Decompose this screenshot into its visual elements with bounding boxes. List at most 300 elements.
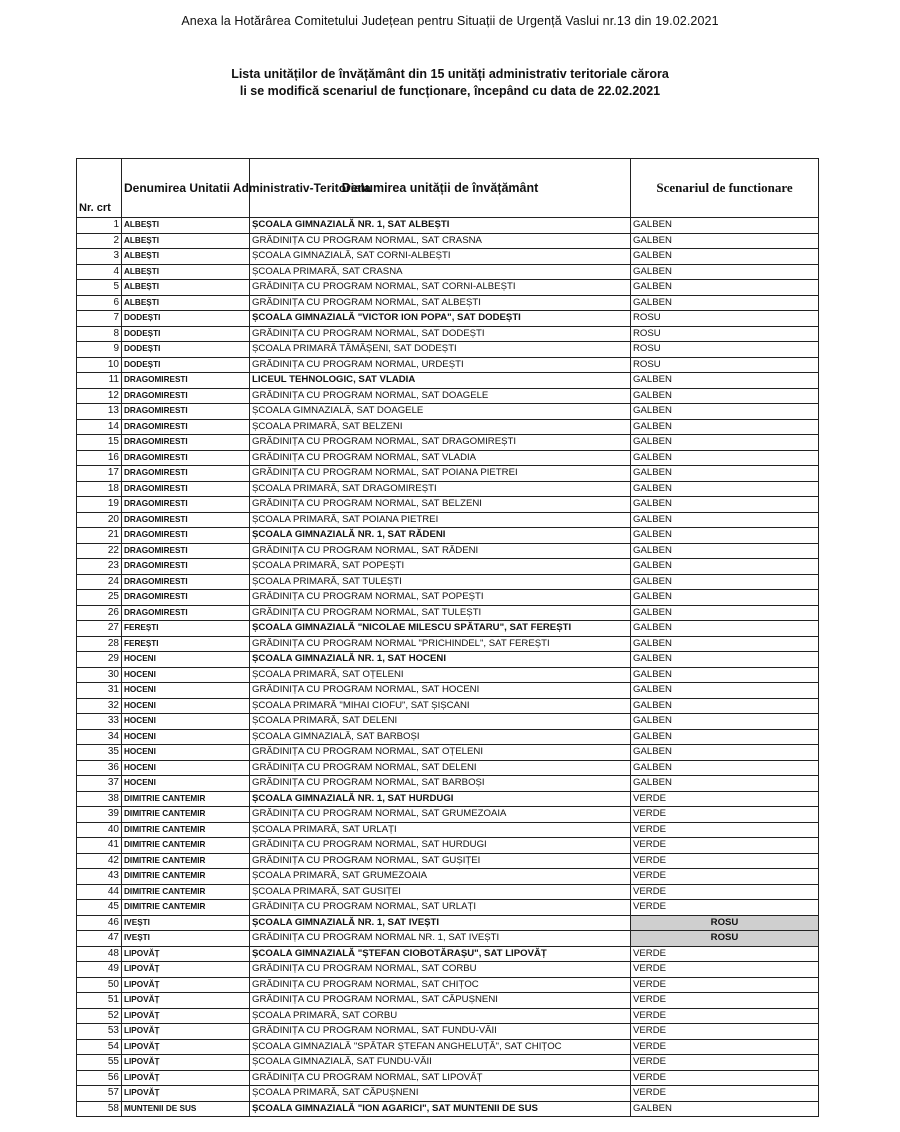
school-name: GRĂDINIȚA CU PROGRAM NORMAL, SAT BELZENI [250,497,631,513]
table-row [77,807,819,823]
scenario-value: GALBEN [631,218,819,234]
uat-name: DRAGOMIRESTI [122,512,250,528]
table-row [77,946,819,962]
scenario-value: GALBEN [631,466,819,482]
table-row [77,900,819,916]
uat-name: DIMITRIE CANTEMIR [122,869,250,885]
school-name: ȘCOALA GIMNAZIALĂ "SPĂTAR ȘTEFAN ANGHELUȚĂ", SAT CHIȚOC [250,1039,631,1055]
scenario-value: VERDE [631,807,819,823]
scenario-value: VERDE [631,791,819,807]
uat-name: HOCENI [122,776,250,792]
row-number: 31 [77,683,122,699]
table-row [77,590,819,606]
scenario-value: ROSU [631,342,819,358]
scenario-value: GALBEN [631,559,819,575]
table-row [77,419,819,435]
row-number: 51 [77,993,122,1009]
uat-name: DRAGOMIRESTI [122,373,250,389]
school-name: ȘCOALA PRIMARĂ, SAT TULEȘTI [250,574,631,590]
school-name: GRĂDINIȚA CU PROGRAM NORMAL, SAT DOAGELE [250,388,631,404]
uat-name: DIMITRIE CANTEMIR [122,900,250,916]
table-row [77,636,819,652]
row-number: 53 [77,1024,122,1040]
school-name: GRĂDINIȚA CU PROGRAM NORMAL, SAT FUNDU-VĂII [250,1024,631,1040]
scenario-value: GALBEN [631,574,819,590]
scenario-value: GALBEN [631,667,819,683]
table-row [77,497,819,513]
row-number: 5 [77,280,122,296]
row-number: 10 [77,357,122,373]
uat-name: DIMITRIE CANTEMIR [122,807,250,823]
scenario-value: VERDE [631,1008,819,1024]
uat-name: DODEȘTI [122,311,250,327]
scenario-value: GALBEN [631,497,819,513]
uat-name: LIPOVĂȚ [122,993,250,1009]
school-name: ȘCOALA GIMNAZIALĂ NR. 1, SAT HURDUGI [250,791,631,807]
table-row [77,326,819,342]
column-header-scenario: Scenariul de functionare [631,159,819,218]
row-number: 41 [77,838,122,854]
row-number: 43 [77,869,122,885]
scenario-value: VERDE [631,962,819,978]
school-name: ȘCOALA GIMNAZIALĂ NR. 1, SAT RĂDENI [250,528,631,544]
scenario-value: GALBEN [631,605,819,621]
scenario-value: GALBEN [631,419,819,435]
scenario-value: GALBEN [631,543,819,559]
table-row [77,311,819,327]
scenario-value: GALBEN [631,698,819,714]
table-row [77,698,819,714]
uat-name: IVEȘTI [122,915,250,931]
uat-name: ALBEȘTI [122,295,250,311]
table-row [77,791,819,807]
scenario-value: VERDE [631,1055,819,1071]
table-row [77,357,819,373]
column-header-uat: Denumirea Unitatii Administrativ-Teritoriala [122,159,250,218]
uat-name: DODEȘTI [122,342,250,358]
scenario-value: VERDE [631,977,819,993]
row-number: 18 [77,481,122,497]
uat-name: LIPOVĂȚ [122,1055,250,1071]
school-name: ȘCOALA GIMNAZIALĂ NR. 1, SAT IVEȘTI [250,915,631,931]
school-name: GRĂDINIȚA CU PROGRAM NORMAL, SAT HOCENI [250,683,631,699]
row-number: 32 [77,698,122,714]
scenario-value: GALBEN [631,295,819,311]
row-number: 40 [77,822,122,838]
uat-name: ALBEȘTI [122,233,250,249]
uat-name: LIPOVĂȚ [122,1008,250,1024]
uat-name: DRAGOMIRESTI [122,450,250,466]
uat-name: DODEȘTI [122,357,250,373]
school-name: GRĂDINIȚA CU PROGRAM NORMAL "PRICHINDEL", SAT FEREȘTI [250,636,631,652]
row-number: 30 [77,667,122,683]
table-row [77,481,819,497]
scenario-value: GALBEN [631,745,819,761]
row-number: 12 [77,388,122,404]
title-line-2: li se modifică scenariul de funcționare, începând cu data de 22.02.2021 [239,84,661,98]
row-number: 42 [77,853,122,869]
row-number: 47 [77,931,122,947]
uat-name: DRAGOMIRESTI [122,419,250,435]
table-row [77,388,819,404]
row-number: 45 [77,900,122,916]
uat-name: DRAGOMIRESTI [122,543,250,559]
scenario-value: VERDE [631,853,819,869]
school-name: GRĂDINIȚA CU PROGRAM NORMAL NR. 1, SAT IVEȘTI [250,931,631,947]
scenario-value: ROSU [631,931,819,947]
school-name: ȘCOALA GIMNAZIALĂ NR. 1, SAT HOCENI [250,652,631,668]
uat-name: HOCENI [122,760,250,776]
table-row [77,977,819,993]
row-number: 24 [77,574,122,590]
table-row [77,1024,819,1040]
scenario-value: GALBEN [631,264,819,280]
scenario-value: VERDE [631,1039,819,1055]
row-number: 33 [77,714,122,730]
row-number: 35 [77,745,122,761]
row-number: 4 [77,264,122,280]
table-row [77,264,819,280]
scenario-value: GALBEN [631,652,819,668]
row-number: 21 [77,528,122,544]
row-number: 55 [77,1055,122,1071]
table-row [77,295,819,311]
row-number: 56 [77,1070,122,1086]
school-name: GRĂDINIȚA CU PROGRAM NORMAL, SAT LIPOVĂȚ [250,1070,631,1086]
row-number: 28 [77,636,122,652]
uat-name: HOCENI [122,683,250,699]
row-number: 52 [77,1008,122,1024]
table-row [77,559,819,575]
school-name: GRĂDINIȚA CU PROGRAM NORMAL, SAT POPEȘTI [250,590,631,606]
table-body [77,218,819,1117]
table-row [77,280,819,296]
row-number: 11 [77,373,122,389]
school-name: GRĂDINIȚA CU PROGRAM NORMAL, SAT RĂDENI [250,543,631,559]
table-row [77,218,819,234]
row-number: 17 [77,466,122,482]
school-name: GRĂDINIȚA CU PROGRAM NORMAL, SAT DELENI [250,760,631,776]
scenario-value: GALBEN [631,714,819,730]
school-name: GRĂDINIȚA CU PROGRAM NORMAL, SAT TULEȘTI [250,605,631,621]
table-row [77,869,819,885]
row-number: 58 [77,1101,122,1117]
uat-name: DRAGOMIRESTI [122,435,250,451]
table-row [77,574,819,590]
row-number: 19 [77,497,122,513]
uat-name: HOCENI [122,729,250,745]
scenario-value: GALBEN [631,450,819,466]
school-name: ȘCOALA GIMNAZIALĂ "ȘTEFAN CIOBOTĂRAȘU", SAT LIPOVĂȚ [250,946,631,962]
uat-name: DRAGOMIRESTI [122,528,250,544]
row-number: 8 [77,326,122,342]
school-name: GRĂDINIȚA CU PROGRAM NORMAL, SAT DODEȘTI [250,326,631,342]
uat-name: DRAGOMIRESTI [122,497,250,513]
table-row [77,853,819,869]
table-row [77,404,819,420]
uat-name: DIMITRIE CANTEMIR [122,791,250,807]
scenario-value: VERDE [631,993,819,1009]
scenario-value: GALBEN [631,481,819,497]
school-name: ȘCOALA PRIMARĂ, SAT URLAȚI [250,822,631,838]
table-row [77,714,819,730]
school-name: ȘCOALA PRIMARĂ, SAT CĂPUȘNENI [250,1086,631,1102]
school-name: ȘCOALA GIMNAZIALĂ "VICTOR ION POPA", SAT DODEȘTI [250,311,631,327]
row-number: 22 [77,543,122,559]
school-name: ȘCOALA GIMNAZIALĂ NR. 1, SAT ALBEȘTI [250,218,631,234]
scenario-value: GALBEN [631,621,819,637]
row-number: 54 [77,1039,122,1055]
table-row [77,1039,819,1055]
school-name: ȘCOALA PRIMARĂ TĂMĂȘENI, SAT DODEȘTI [250,342,631,358]
school-name: GRĂDINIȚA CU PROGRAM NORMAL, SAT OȚELENI [250,745,631,761]
table-row [77,915,819,931]
table-row [77,528,819,544]
row-number: 39 [77,807,122,823]
table-row [77,1055,819,1071]
table-row [77,1008,819,1024]
school-name: ȘCOALA PRIMARĂ, SAT CORBU [250,1008,631,1024]
uat-name: DRAGOMIRESTI [122,404,250,420]
uat-name: DIMITRIE CANTEMIR [122,853,250,869]
table-row [77,838,819,854]
school-name: ȘCOALA GIMNAZIALĂ, SAT BARBOȘI [250,729,631,745]
row-number: 14 [77,419,122,435]
scenario-value: VERDE [631,1024,819,1040]
scenario-value: GALBEN [631,249,819,265]
table-row [77,466,819,482]
school-name: ȘCOALA PRIMARĂ, SAT POIANA PIETREI [250,512,631,528]
table-row [77,652,819,668]
scenario-value: ROSU [631,326,819,342]
scenario-value: GALBEN [631,435,819,451]
table-row [77,342,819,358]
uat-name: LIPOVĂȚ [122,977,250,993]
annex-header: Anexa la Hotărârea Comitetului Județean pentru Situații de Urgență Vaslui nr.13 din 19.02.2021 [181,14,719,28]
scenario-value: GALBEN [631,280,819,296]
scenario-value: VERDE [631,900,819,916]
uat-name: ALBEȘTI [122,249,250,265]
row-number: 50 [77,977,122,993]
row-number: 34 [77,729,122,745]
table-row [77,450,819,466]
uat-name: DRAGOMIRESTI [122,605,250,621]
uat-name: DODEȘTI [122,326,250,342]
scenario-value: ROSU [631,311,819,327]
uat-name: HOCENI [122,745,250,761]
scenario-value: GALBEN [631,683,819,699]
scenario-value: ROSU [631,357,819,373]
scenario-value: GALBEN [631,373,819,389]
table-row [77,931,819,947]
uat-name: ALBEȘTI [122,218,250,234]
row-number: 13 [77,404,122,420]
row-number: 15 [77,435,122,451]
table-row [77,233,819,249]
school-name: GRĂDINIȚA CU PROGRAM NORMAL, SAT ALBEȘTI [250,295,631,311]
scenario-value: GALBEN [631,404,819,420]
row-number: 9 [77,342,122,358]
scenario-value: GALBEN [631,729,819,745]
row-number: 57 [77,1086,122,1102]
uat-name: DRAGOMIRESTI [122,574,250,590]
scenario-value: ROSU [631,915,819,931]
school-name: GRĂDINIȚA CU PROGRAM NORMAL, SAT CRASNA [250,233,631,249]
school-name: ȘCOALA PRIMARĂ, SAT GUSIȚEI [250,884,631,900]
scenario-value: GALBEN [631,512,819,528]
school-name: GRĂDINIȚA CU PROGRAM NORMAL, URDEȘTI [250,357,631,373]
row-number: 1 [77,218,122,234]
row-number: 2 [77,233,122,249]
uat-name: FEREȘTI [122,621,250,637]
row-number: 44 [77,884,122,900]
title-line-1: Lista unităților de învățământ din 15 unități administrativ teritoriale cărora [231,67,669,81]
uat-name: HOCENI [122,652,250,668]
school-name: ȘCOALA GIMNAZIALĂ, SAT FUNDU-VĂII [250,1055,631,1071]
scenario-value: VERDE [631,822,819,838]
scenario-value: GALBEN [631,636,819,652]
row-number: 48 [77,946,122,962]
table-row [77,993,819,1009]
school-name: ȘCOALA PRIMARĂ, SAT DELENI [250,714,631,730]
uat-name: MUNTENII DE SUS [122,1101,250,1117]
row-number: 16 [77,450,122,466]
school-name: GRĂDINIȚA CU PROGRAM NORMAL, SAT CĂPUȘNENI [250,993,631,1009]
table-row [77,683,819,699]
table-row [77,884,819,900]
school-name: ȘCOALA PRIMARĂ, SAT DRAGOMIREȘTI [250,481,631,497]
uat-name: LIPOVĂȚ [122,962,250,978]
table-row [77,1086,819,1102]
row-number: 20 [77,512,122,528]
row-number: 38 [77,791,122,807]
uat-name: DRAGOMIRESTI [122,481,250,497]
uat-name: ALBEȘTI [122,264,250,280]
school-name: GRĂDINIȚA CU PROGRAM NORMAL, SAT VLADIA [250,450,631,466]
row-number: 36 [77,760,122,776]
school-name: ȘCOALA PRIMARĂ, SAT GRUMEZOAIA [250,869,631,885]
uat-name: DIMITRIE CANTEMIR [122,884,250,900]
schools-table [76,158,819,1117]
table-row [77,1070,819,1086]
school-name: ȘCOALA PRIMARĂ, SAT BELZENI [250,419,631,435]
uat-name: DRAGOMIRESTI [122,559,250,575]
column-header-school: Denumirea unității de învățământ [250,159,631,218]
school-name: ȘCOALA GIMNAZIALĂ "ION AGARICI", SAT MUNTENII DE SUS [250,1101,631,1117]
school-name: GRĂDINIȚA CU PROGRAM NORMAL, SAT CHIȚOC [250,977,631,993]
row-number: 23 [77,559,122,575]
school-name: ȘCOALA GIMNAZIALĂ "NICOLAE MILESCU SPĂTARU", SAT FEREȘTI [250,621,631,637]
scenario-value: GALBEN [631,776,819,792]
table-row [77,373,819,389]
row-number: 29 [77,652,122,668]
uat-name: HOCENI [122,698,250,714]
row-number: 46 [77,915,122,931]
school-name: GRĂDINIȚA CU PROGRAM NORMAL, SAT URLAȚI [250,900,631,916]
table-row [77,745,819,761]
table-row [77,760,819,776]
school-name: LICEUL TEHNOLOGIC, SAT VLADIA [250,373,631,389]
row-number: 27 [77,621,122,637]
scenario-value: GALBEN [631,1101,819,1117]
school-name: GRĂDINIȚA CU PROGRAM NORMAL, SAT HURDUGI [250,838,631,854]
table-row [77,512,819,528]
table-row [77,605,819,621]
school-name: ȘCOALA GIMNAZIALĂ, SAT DOAGELE [250,404,631,420]
row-number: 7 [77,311,122,327]
table-row [77,776,819,792]
uat-name: ALBEȘTI [122,280,250,296]
school-name: GRĂDINIȚA CU PROGRAM NORMAL, SAT POIANA PIETREI [250,466,631,482]
uat-name: DRAGOMIRESTI [122,466,250,482]
school-name: ȘCOALA GIMNAZIALĂ, SAT CORNI-ALBEȘTI [250,249,631,265]
uat-name: DRAGOMIRESTI [122,388,250,404]
row-number: 26 [77,605,122,621]
document-title [0,66,900,100]
scenario-value: VERDE [631,1086,819,1102]
school-name: ȘCOALA PRIMARĂ, SAT CRASNA [250,264,631,280]
scenario-value: GALBEN [631,528,819,544]
school-name: GRĂDINIȚA CU PROGRAM NORMAL, SAT GRUMEZOAIA [250,807,631,823]
school-name: ȘCOALA PRIMARĂ "MIHAI CIOFU", SAT ȘIȘCANI [250,698,631,714]
school-name: GRĂDINIȚA CU PROGRAM NORMAL, SAT CORNI-ALBEȘTI [250,280,631,296]
uat-name: FEREȘTI [122,636,250,652]
uat-name: HOCENI [122,714,250,730]
scenario-value: VERDE [631,946,819,962]
uat-name: IVEȘTI [122,931,250,947]
school-name: GRĂDINIȚA CU PROGRAM NORMAL, SAT CORBU [250,962,631,978]
school-name: ȘCOALA PRIMARĂ, SAT OȚELENI [250,667,631,683]
uat-name: DIMITRIE CANTEMIR [122,822,250,838]
table-row [77,621,819,637]
table-header-row [77,159,819,218]
row-number: 6 [77,295,122,311]
column-header-nr: Nr. crt [77,159,122,218]
school-name: ȘCOALA PRIMARĂ, SAT POPEȘTI [250,559,631,575]
uat-name: DRAGOMIRESTI [122,590,250,606]
row-number: 49 [77,962,122,978]
table-row [77,729,819,745]
uat-name: HOCENI [122,667,250,683]
table-row [77,543,819,559]
row-number: 3 [77,249,122,265]
table-row [77,962,819,978]
scenario-value: VERDE [631,838,819,854]
uat-name: LIPOVĂȚ [122,946,250,962]
uat-name: LIPOVĂȚ [122,1024,250,1040]
uat-name: LIPOVĂȚ [122,1039,250,1055]
school-name: GRĂDINIȚA CU PROGRAM NORMAL, SAT DRAGOMIREȘTI [250,435,631,451]
scenario-value: GALBEN [631,388,819,404]
table-row [77,1101,819,1117]
table-row [77,249,819,265]
row-number: 25 [77,590,122,606]
table-row [77,667,819,683]
uat-name: LIPOVĂȚ [122,1070,250,1086]
scenario-value: GALBEN [631,760,819,776]
scenario-value: GALBEN [631,590,819,606]
scenario-value: VERDE [631,884,819,900]
school-name: GRĂDINIȚA CU PROGRAM NORMAL, SAT BARBOȘI [250,776,631,792]
scenario-value: VERDE [631,869,819,885]
school-name: GRĂDINIȚA CU PROGRAM NORMAL, SAT GUȘIȚEI [250,853,631,869]
uat-name: DIMITRIE CANTEMIR [122,838,250,854]
row-number: 37 [77,776,122,792]
scenario-value: VERDE [631,1070,819,1086]
table-row [77,435,819,451]
table-row [77,822,819,838]
uat-name: LIPOVĂȚ [122,1086,250,1102]
